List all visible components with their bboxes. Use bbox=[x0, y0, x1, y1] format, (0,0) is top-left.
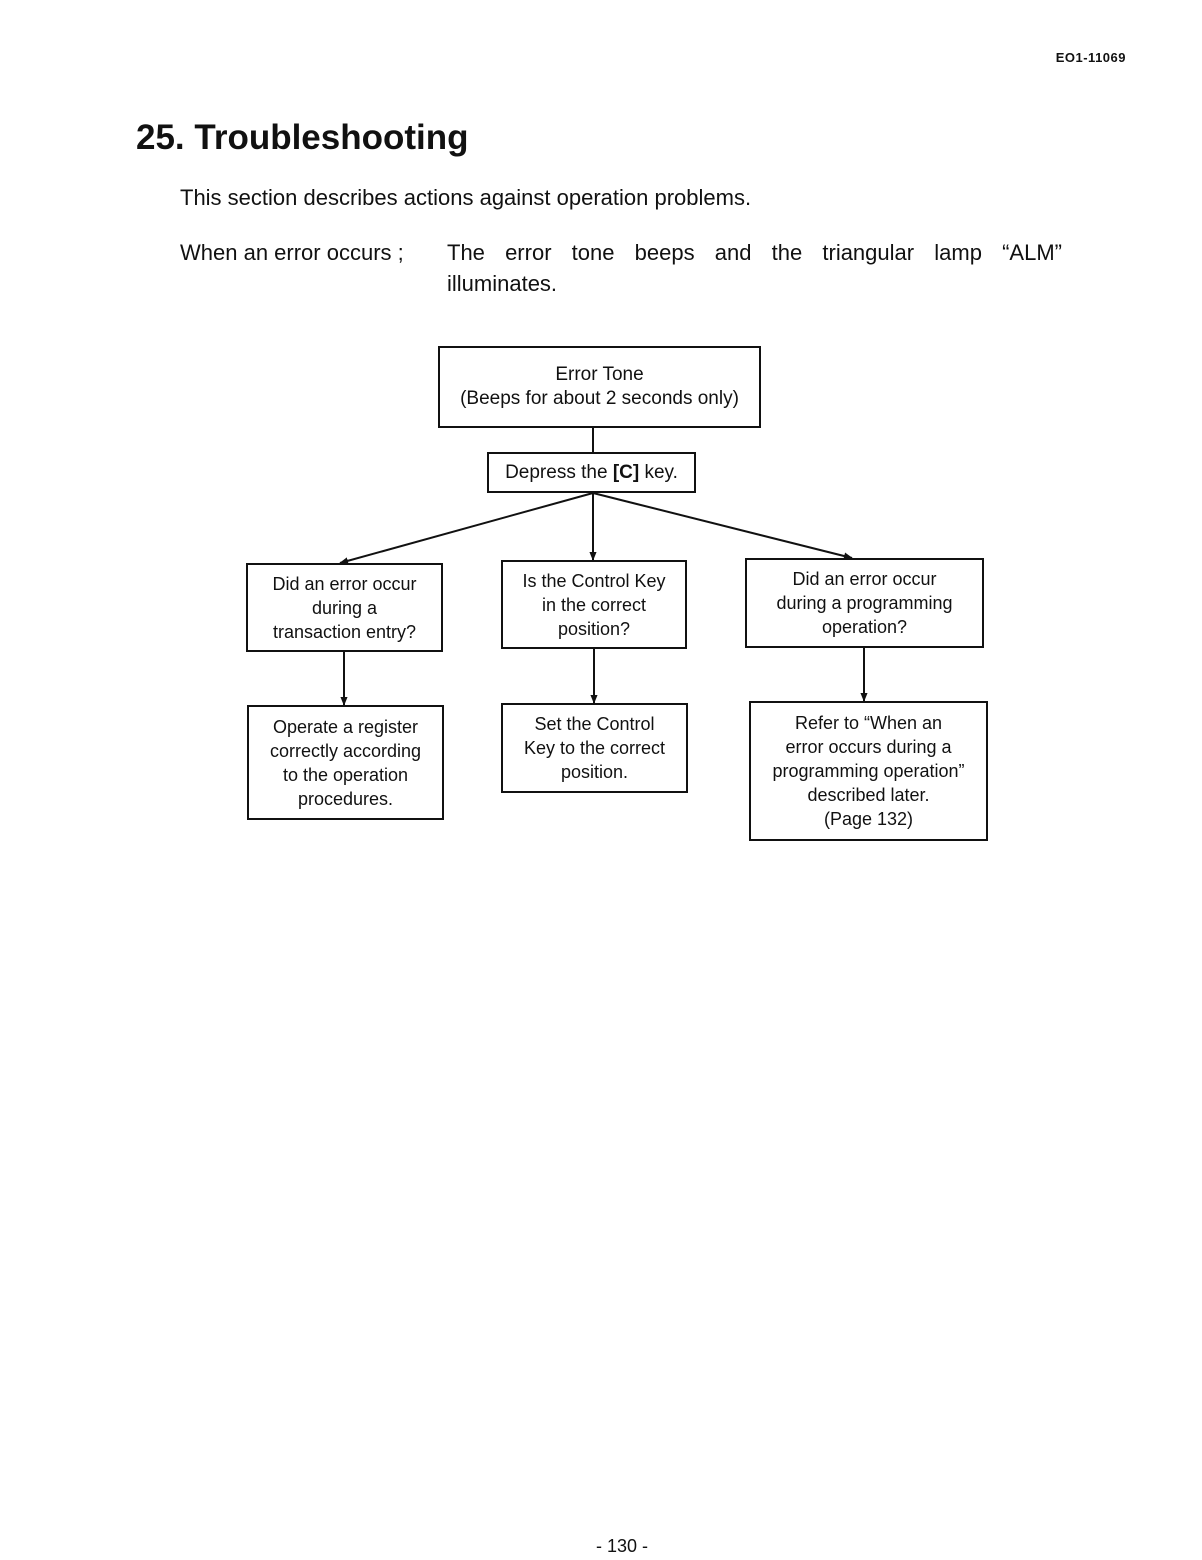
c-key-label: [C] bbox=[612, 461, 640, 483]
section-title: 25. Troubleshooting bbox=[136, 118, 469, 157]
when-error-label: When an error occurs ; bbox=[180, 240, 404, 265]
document-code: EO1-11069 bbox=[1055, 50, 1126, 65]
section-intro: This section describes actions against operation problems. bbox=[180, 185, 752, 210]
error-tone-box: Error Tone (Beeps for about 2 seconds only) bbox=[438, 346, 761, 428]
control-key-question-box: Is the Control Key in the correct position? bbox=[501, 560, 687, 649]
programming-error-question-box: Did an error occur during a programming operation? bbox=[745, 558, 984, 648]
when-error-description: The error tone beeps and the triangular lamp “ALM” illuminates. bbox=[447, 240, 1062, 296]
refer-programming-action-box: Refer to “When an error occurs during a programming operation” described later. (Page 132) bbox=[749, 701, 988, 841]
depress-key-prefix: Depress the bbox=[505, 461, 613, 483]
transaction-error-question-box: Did an error occur during a transaction entry? bbox=[246, 563, 443, 652]
depress-key-suffix: key. bbox=[639, 461, 678, 483]
operate-register-action-box: Operate a register correctly according to the operation procedures. bbox=[247, 705, 444, 820]
arrow-to-transaction-question bbox=[340, 493, 593, 563]
page-number: - 130 - bbox=[595, 1536, 649, 1556]
arrow-to-programming-question bbox=[593, 493, 852, 558]
set-control-key-action-box: Set the Control Key to the correct position. bbox=[501, 703, 688, 793]
depress-c-key-box bbox=[487, 452, 696, 493]
